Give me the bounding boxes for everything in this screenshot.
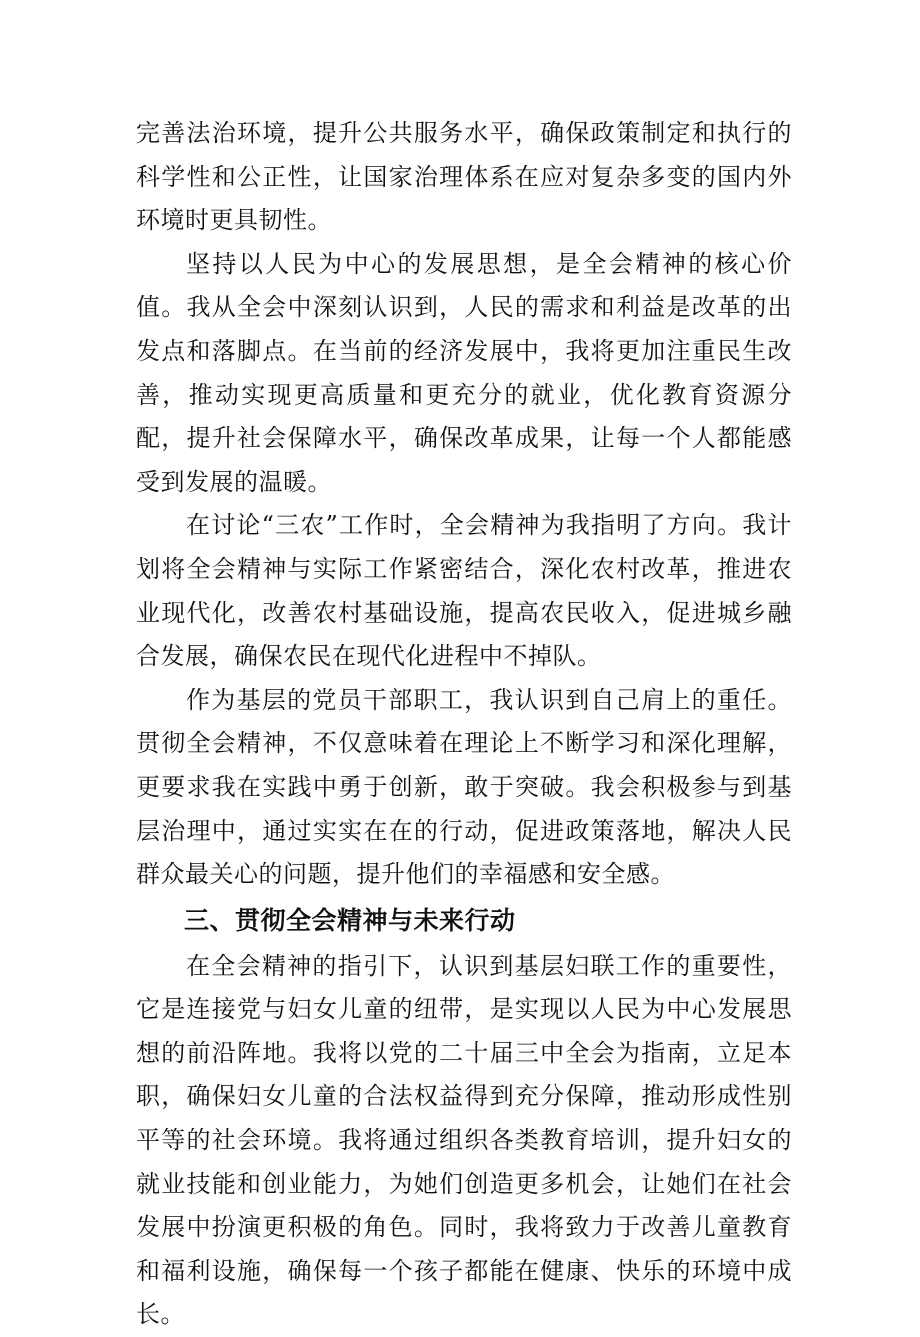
paragraph-people-centered: 坚持以人民为中心的发展思想，是全会精神的核心价值。我从全会中深刻认识到，人民的需求和利益是改革的出发点和落脚点。在当前的经济发展中，我将更加注重民生改善，推动实现更高质量和更充分的就业，优化教育资源分配，提升社会保障水平，确保改革成果，让每一个人都能感受到发展的温暖。 — [136, 249, 792, 496]
section-heading: 三、贯彻全会精神与未来行动 — [184, 905, 516, 935]
paragraph-grassroots-cadre: 作为基层的党员干部职工，我认识到自己肩上的重任。贯彻全会精神，不仅意味着在理论上不断学习和深化理解，更要求我在实践中勇于创新，敢于突破。我会积极参与到基层治理中，通过实实在在的行动，促进政策落地，解决人民群众最关心的问题，提升他们的幸福感和安全感。 — [136, 685, 792, 889]
paragraph-womens-federation: 在全会精神的指引下，认识到基层妇联工作的重要性，它是连接党与妇女儿童的纽带，是实现以人民为中心发展思想的前沿阵地。我将以党的二十届三中全会为指南，立足本职，确保妇女儿童的合法权益得到充分保障，推动形成性别平等的社会环境。我将通过组织各类教育培训，提升妇女的就业技能和创业能力，为她们创造更多机会，让她们在社会发展中扮演更积极的角色。同时，我将致力于改善儿童教育和福利设施，确保每一个孩子都能在健康、快乐的环境中成长。 — [136, 951, 792, 1329]
paragraph-three-rural: 在讨论“三农”工作时，全会精神为我指明了方向。我计划将全会精神与实际工作紧密结合，深化农村改革，推进农业现代化，改善农村基础设施，提高农民收入，促进城乡融合发展，确保农民在现代化进程中不掉队。 — [136, 511, 792, 671]
document-body — [136, 112, 792, 1337]
paragraph-continued: 完善法治环境，提升公共服务水平，确保政策制定和执行的科学性和公正性，让国家治理体系在应对复杂多变的国内外环境时更具韧性。 — [136, 119, 792, 235]
